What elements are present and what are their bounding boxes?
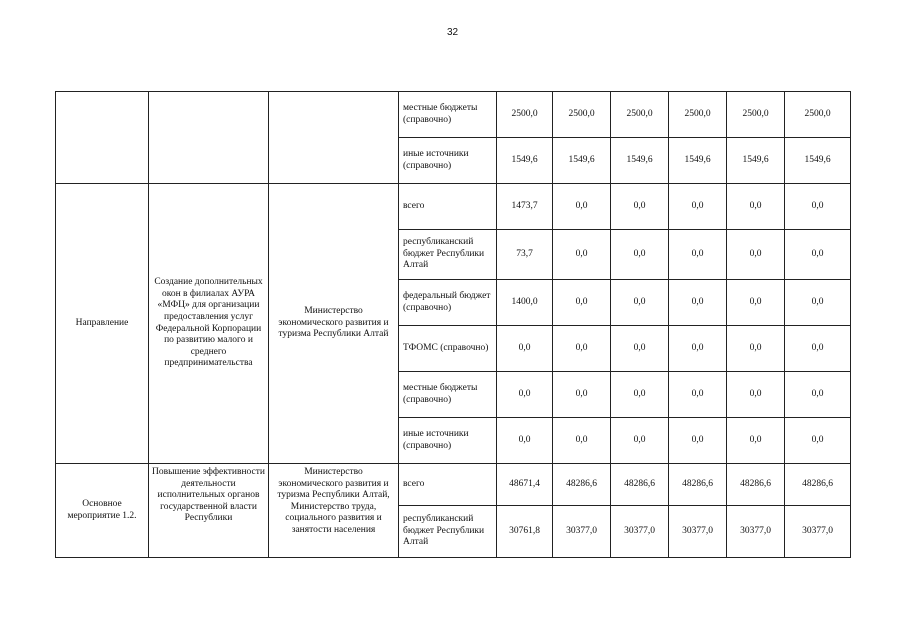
source-cell: республиканский бюджет Республики Алтай: [399, 506, 497, 558]
value-cell: 0,0: [611, 326, 669, 372]
source-cell: иные источники (справочно): [399, 418, 497, 464]
executor-cell: Министерство экономического развития и туризма Республики Алтай: [269, 184, 399, 464]
value-cell: 30377,0: [785, 506, 851, 558]
type-cell: [56, 92, 149, 184]
value-cell: 48286,6: [669, 464, 727, 506]
value-cell: 1549,6: [727, 138, 785, 184]
name-cell: Повышение эффективности деятельности исполнительных органов государственной власти Республики: [149, 464, 269, 558]
value-cell: 30377,0: [727, 506, 785, 558]
value-cell: 0,0: [611, 184, 669, 230]
value-cell: 48671,4: [497, 464, 553, 506]
funding-table: [55, 91, 851, 558]
value-cell: 0,0: [669, 184, 727, 230]
source-cell: местные бюджеты (справочно): [399, 372, 497, 418]
value-cell: 30377,0: [669, 506, 727, 558]
source-cell: всего: [399, 184, 497, 230]
source-cell: республиканский бюджет Республики Алтай: [399, 230, 497, 280]
value-cell: 2500,0: [669, 92, 727, 138]
value-cell: 1549,6: [611, 138, 669, 184]
value-cell: 0,0: [553, 372, 611, 418]
value-cell: 48286,6: [611, 464, 669, 506]
value-cell: 0,0: [669, 326, 727, 372]
source-cell: федеральный бюджет (справочно): [399, 280, 497, 326]
table-row: [56, 92, 851, 138]
value-cell: 48286,6: [727, 464, 785, 506]
source-cell: всего: [399, 464, 497, 506]
page-number: 32: [446, 27, 459, 38]
value-cell: 0,0: [553, 280, 611, 326]
table-row: [56, 184, 851, 230]
executor-cell: Министерство экономического развития и туризма Республики Алтай, Министерство труда, социального развития и занятости населения: [269, 464, 399, 558]
value-cell: 0,0: [611, 280, 669, 326]
value-cell: 0,0: [611, 230, 669, 280]
value-cell: 73,7: [497, 230, 553, 280]
value-cell: 0,0: [727, 372, 785, 418]
table-row: [56, 464, 851, 506]
value-cell: 2500,0: [611, 92, 669, 138]
value-cell: 0,0: [497, 418, 553, 464]
value-cell: 0,0: [785, 326, 851, 372]
value-cell: 2500,0: [727, 92, 785, 138]
type-cell: Направление: [56, 184, 149, 464]
value-cell: 0,0: [669, 230, 727, 280]
value-cell: 0,0: [785, 230, 851, 280]
value-cell: 0,0: [727, 230, 785, 280]
source-cell: иные источники (справочно): [399, 138, 497, 184]
name-cell: [149, 92, 269, 184]
value-cell: 48286,6: [785, 464, 851, 506]
value-cell: 1549,6: [669, 138, 727, 184]
value-cell: 0,0: [553, 230, 611, 280]
value-cell: 0,0: [497, 326, 553, 372]
value-cell: 0,0: [553, 326, 611, 372]
value-cell: 0,0: [553, 418, 611, 464]
value-cell: 1549,6: [785, 138, 851, 184]
value-cell: 0,0: [553, 184, 611, 230]
value-cell: 0,0: [669, 280, 727, 326]
value-cell: 1549,6: [497, 138, 553, 184]
value-cell: 0,0: [727, 418, 785, 464]
value-cell: 1400,0: [497, 280, 553, 326]
value-cell: 0,0: [669, 372, 727, 418]
value-cell: 48286,6: [553, 464, 611, 506]
value-cell: 0,0: [727, 280, 785, 326]
value-cell: 0,0: [727, 184, 785, 230]
value-cell: 30377,0: [611, 506, 669, 558]
value-cell: 0,0: [611, 372, 669, 418]
executor-cell: [269, 92, 399, 184]
value-cell: 0,0: [785, 418, 851, 464]
value-cell: 0,0: [785, 184, 851, 230]
value-cell: 30377,0: [553, 506, 611, 558]
value-cell: 0,0: [669, 418, 727, 464]
type-cell: Основное мероприятие 1.2.: [56, 464, 149, 558]
value-cell: 1473,7: [497, 184, 553, 230]
value-cell: 2500,0: [785, 92, 851, 138]
value-cell: 30761,8: [497, 506, 553, 558]
value-cell: 2500,0: [497, 92, 553, 138]
name-cell: Создание дополнительных окон в филиалах АУРА «МФЦ» для организации предоставления услуг Федеральной Корпорации по развитию малого и среднего предпринимательства: [149, 184, 269, 464]
value-cell: 0,0: [611, 418, 669, 464]
source-cell: ТФОМС (справочно): [399, 326, 497, 372]
value-cell: 2500,0: [553, 92, 611, 138]
value-cell: 0,0: [497, 372, 553, 418]
source-cell: местные бюджеты (справочно): [399, 92, 497, 138]
value-cell: 0,0: [785, 280, 851, 326]
value-cell: 0,0: [727, 326, 785, 372]
value-cell: 0,0: [785, 372, 851, 418]
value-cell: 1549,6: [553, 138, 611, 184]
